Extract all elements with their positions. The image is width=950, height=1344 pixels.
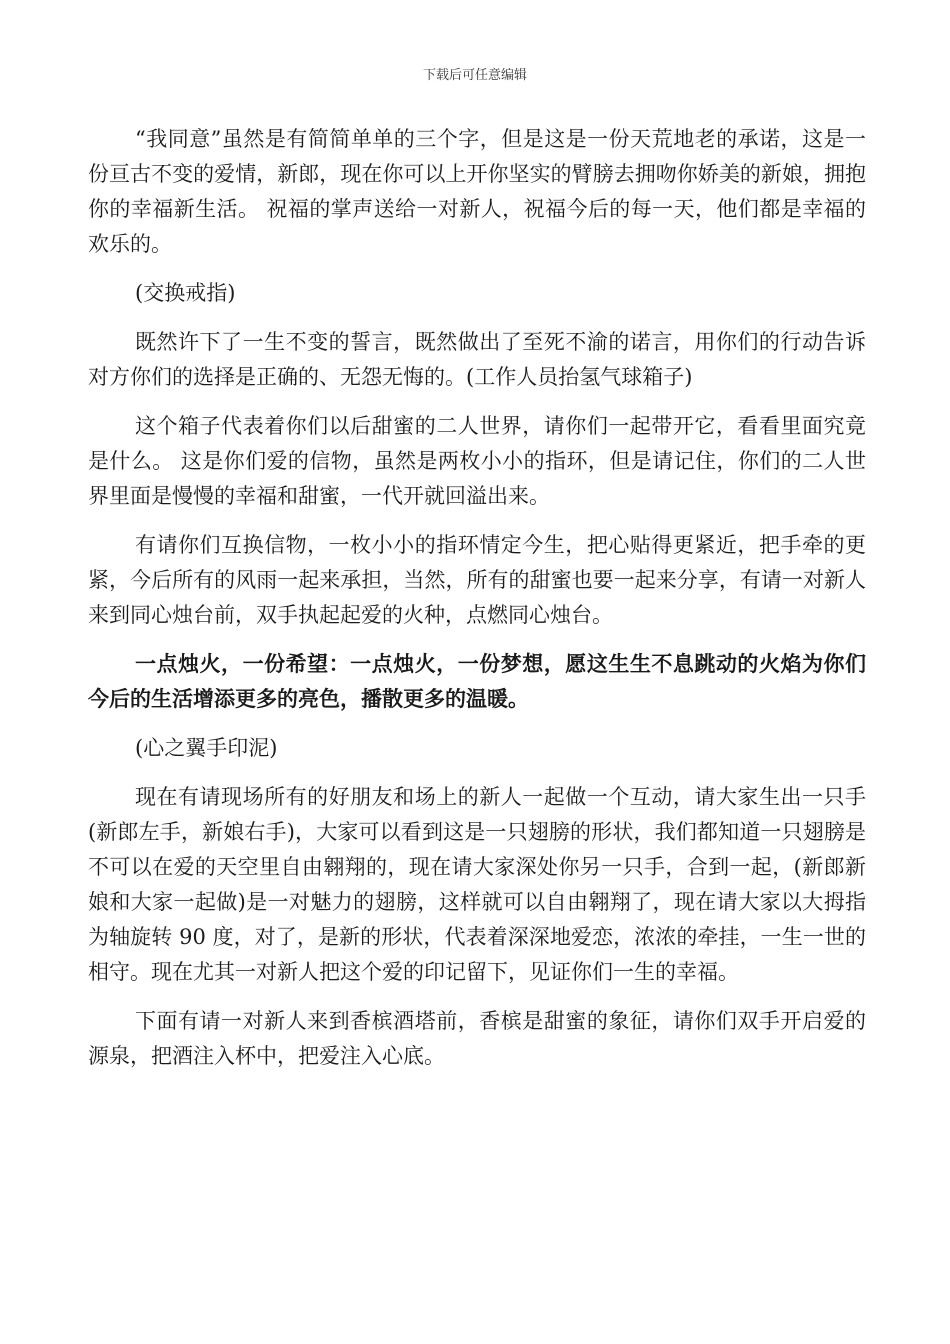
paragraph-vow-response: “我同意”虽然是有简简单单的三个字，但是这是一份天荒地老的承诺，这是一份亘古不变的爱情，新郎，现在你可以上开你坚实的臂膀去拥吻你娇美的新娘，拥抱你的幸福新生活。 祝福的掌声送给一对新人，祝福今后的每一天，他们都是幸福的欢乐的。	[88, 127, 866, 256]
stage-direction-exchange-rings: (交换戒指)	[135, 281, 236, 305]
stage-direction-handprint: (心之翼手印泥)	[135, 736, 278, 760]
paragraph-ring-exchange: 有请你们互换信物，一枚小小的指环情定今生，把心贴得更紧近，把手牵的更紧，今后所有的风雨一起来承担，当然，所有的甜蜜也要一起来分享，有请一对新人来到同心烛台前，双手执起起爱的火种，点燃同心烛台。	[88, 533, 866, 627]
page-header: 下载后可任意编辑	[422, 68, 527, 83]
paragraph-box: 这个箱子代表着你们以后甜蜜的二人世界，请你们一起带开它，看看里面究竟是什么。 这是你们爱的信物，虽然是两枚小小的指环，但是请记住，你们的二人世界里面是慢慢的幸福和甜蜜，一代开就回溢出来。	[88, 414, 866, 508]
document-body	[88, 122, 866, 1088]
paragraph-oath: 既然许下了一生不变的誓言，既然做出了至死不渝的诺言，用你们的行动告诉对方你们的选择是正确的、无怨无悔的。(工作人员抬氢气球箱子)	[88, 330, 866, 389]
paragraph-candle-blessing: 一点烛火，一份希望：一点烛火，一份梦想，愿这生生不息跳动的火焰为你们今后的生活增添更多的亮色，播散更多的温暖。	[88, 652, 866, 711]
paragraph-wings-interaction: 现在有请现场所有的好朋友和场上的新人一起做一个互动，请大家生出一只手(新郎左手，新娘右手)，大家可以看到这是一只翅膀的形状，我们都知道一只翅膀是不可以在爱的天空里自由翱翔的，现在请大家深处你另一只手，合到一起，(新郎新娘和大家一起做)是一对魅力的翅膀，这样就可以自由翱翔了，现在请大家以大拇指为轴旋转 90 度，对了，是新的形状，代表着深深地爱恋，浓浓的牵挂，一生一世的相守。现在尤其一对新人把这个爱的印记留下，见证你们一生的幸福。	[88, 785, 866, 984]
paragraph-champagne-tower: 下面有请一对新人来到香槟酒塔前，香槟是甜蜜的象征，请你们双手开启爱的源泉，把酒注入杯中，把爱注入心底。	[88, 1009, 866, 1068]
